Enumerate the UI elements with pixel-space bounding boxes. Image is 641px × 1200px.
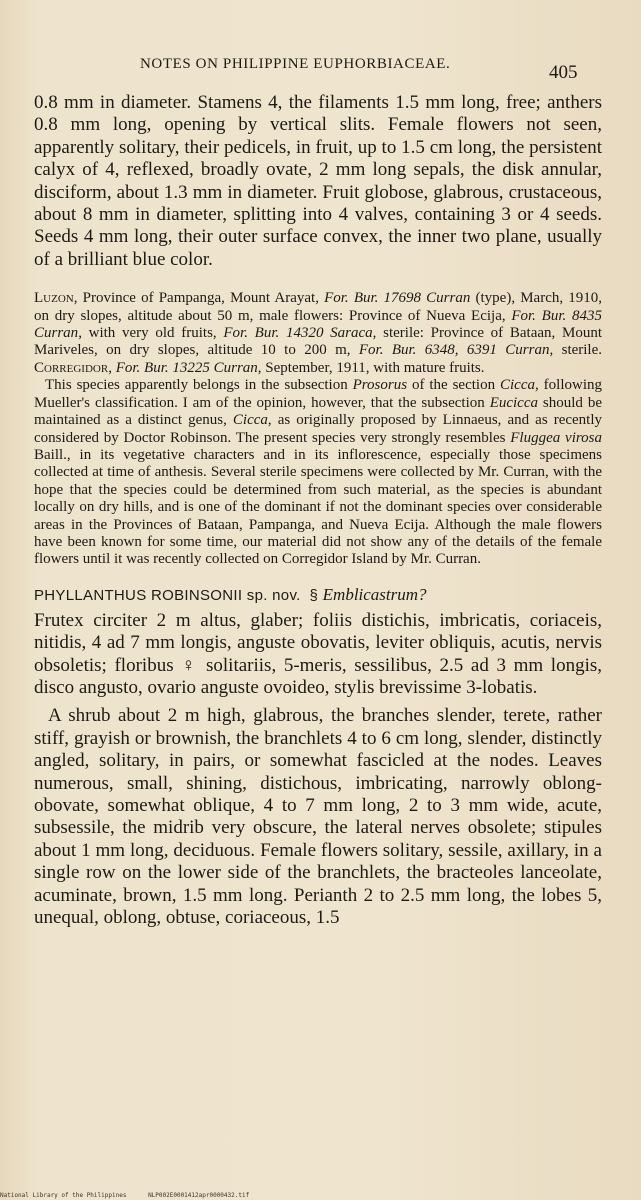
- collection-number: For. Bur. 17698 Curran: [324, 290, 471, 307]
- library-credit: National Library of the Philippines: [0, 1192, 127, 1199]
- citation-text: ,: [108, 359, 116, 376]
- continuation-paragraph: 0.8 mm in diameter. Stamens 4, the filaments 1.5 mm long, free; anthers 0.8 mm long, opening by vertical slits. Female flowers not seen, apparently solitary, their pedicels, in fruit, up to 1.5 cm long, the persistent calyx of 4, reflexed, broadly ovate, 2 mm long sepals, the disk annular, disciform, about 1.3 mm in diameter. Fruit globose, glabrous, crustaceous, about 8 mm in diameter, splitting into 4 valves, containing 3 or 4 seeds. Seeds 4 mm long, their outer surface convex, the inner two plane, usually of a brilliant blue color.: [34, 92, 602, 270]
- page-number: 405: [549, 62, 578, 83]
- citation-text: , sterile.: [549, 342, 603, 359]
- file-id: NLP002E0001412apr0000432.tif: [148, 1192, 250, 1199]
- collection-number: For. Bur. 14320 Saraca: [223, 325, 373, 342]
- species-heading: [34, 585, 602, 606]
- section-mark: §: [309, 586, 319, 604]
- citation-text: , September, 1911, with mature fruits.: [257, 359, 485, 376]
- taxon-name: Cicca: [232, 412, 268, 429]
- taxon-name: Prosorus: [352, 377, 408, 394]
- page-body: [34, 92, 602, 929]
- citation-text: , Province of Pampanga, Mount Arayat,: [73, 290, 325, 307]
- english-description: A shrub about 2 m high, glabrous, the branches slender, terete, rather stiff, grayish or brownish, the branchlets 4 to 6 cm long, slender, distinctly angled, solitary, in pairs, or somewhat fascicled at the nodes. Leaves numerous, small, shining, distichous, imbricating, narrowly oblong-obovate, somewhat oblique, 4 to 7 mm long, 2 to 3 mm wide, acute, subsessile, the midrib very obscure, the lateral nerves obsolete; stipules about 1 mm long, deciduous. Female flowers solitary, sessile, axillary, in a single row on the lower side of the branchlets, the bracteoles lanceolate, acuminate, brown, 1.5 mm long. Perianth 2 to 2.5 mm long, the lobes 5, unequal, oblong, obtuse, coriaceous, 1.5: [34, 705, 602, 929]
- citation-text: (type), March, 1910, on dry slopes, altitude about 50 m, male flowers: Province of Nueva Ecija,: [34, 290, 603, 324]
- citation-text: , sterile: Province of Bataan, Mount Mariveles, on dry slopes, altitude 10 to 200 m,: [34, 325, 602, 359]
- collection-number: For. Bur. 13225 Curran: [115, 359, 258, 376]
- discussion-text: should be maintained as a distinct genus,: [34, 394, 602, 429]
- discussion-text: of the section: [407, 377, 500, 394]
- section-name: Emblicastrum?: [322, 584, 427, 604]
- collection-number: For. Bur. 6348, 6391 Curran: [358, 342, 550, 359]
- collection-number: For. Bur. 8435 Curran: [34, 307, 602, 342]
- citation-text: , with very old fruits,: [78, 325, 224, 342]
- discussion-text: This species apparently belongs in the subsection: [45, 377, 353, 394]
- latin-description: Frutex circiter 2 m altus, glaber; foliis distichis, imbricatis, coriaceis, nitidis, 4 ad 7 mm longis, anguste obovatis, leviter obliquis, acutis, nervis obsoletis; floribus ♀ solitariis, 5-meris, sessilibus, 2.5 ad 3 mm longis, disco angusto, ovario anguste ovoideo, stylis brevissime 3-lobatis.: [34, 609, 602, 698]
- running-title: NOTES ON PHILIPPINE EUPHORBIACEAE.: [140, 56, 451, 72]
- discussion-text: , following Mueller's classification. I am of the opinion, however, that the subsection: [34, 377, 602, 411]
- discussion-text: Baill., in its vegetative characters and in its inflorescence, especially those specimens collected at time of anthesis. Several sterile specimens were collected by Mr. Curran, with the hope that the species could be determined from such material, as the species is abundant locally on dry hills, and is one of the dominant if not the dominant species over considerable areas in the Provinces of Bataan, Pampanga, and Nueva Ecija. Although the male flowers have been known for some time, our material did not show any of the details of the female flowers until it was recently collected on Corregidor Island by Mr. Curran.: [34, 446, 602, 568]
- discussion-paragraph: [34, 377, 602, 568]
- taxon-name: Cicca: [500, 377, 535, 394]
- species-name: PHYLLANTHUS ROBINSONII sp. nov.: [34, 586, 301, 604]
- discussion-text: , as originally proposed by Linnaeus, and as recently considered by Doctor Robinson. The present species very strongly resembles: [34, 412, 602, 446]
- locality-corregidor: Corregidor: [34, 359, 109, 376]
- locality-luzon: Luzon: [34, 290, 74, 307]
- taxon-name: Fluggea virosa: [510, 429, 602, 446]
- scan-footer: [0, 1192, 267, 1199]
- taxon-name: Eucicca: [489, 394, 538, 411]
- specimen-citations: [34, 290, 602, 377]
